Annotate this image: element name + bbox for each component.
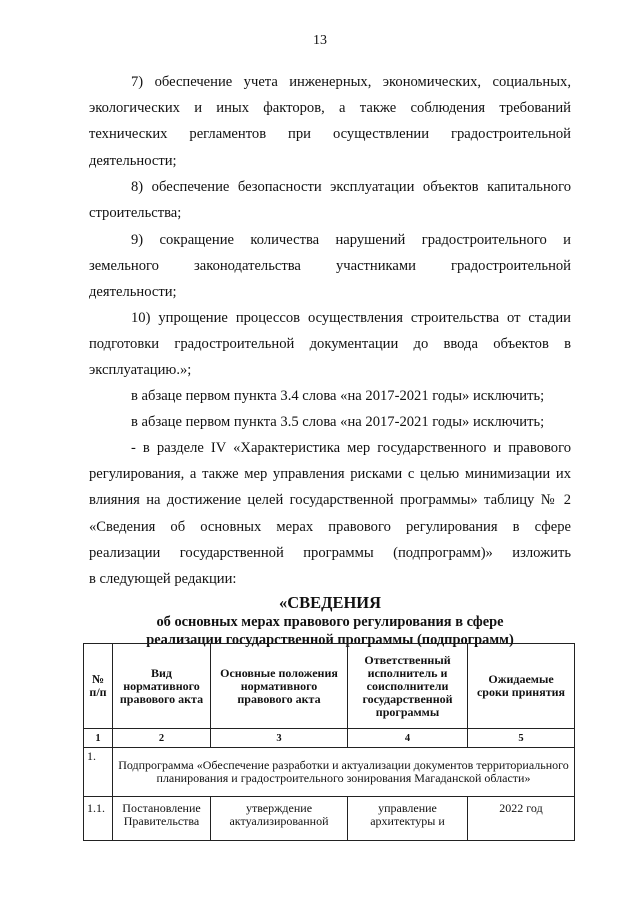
text-line: технических регламентов при осуществлении градостроительной bbox=[89, 126, 571, 143]
paragraph-item-9 bbox=[89, 227, 571, 306]
text-line: - в разделе IV «Характеристика мер государственного и правового bbox=[131, 440, 571, 456]
text-line: земельного законодательства участниками градостроительной bbox=[89, 258, 571, 275]
header-cell-number: № п/п bbox=[84, 644, 113, 729]
paragraph-item-8 bbox=[89, 174, 571, 226]
text-line: реализации государственной программы (подпрограмм)» изложить bbox=[89, 544, 571, 561]
paragraph-item-10 bbox=[89, 305, 571, 384]
subprogram-row bbox=[84, 748, 575, 797]
act-type-cell: Постановление Правительства bbox=[113, 797, 211, 841]
deadline-cell: 2022 год bbox=[468, 797, 575, 841]
header-cell-executor: Ответственный исполнитель и соисполнители государственной программы bbox=[348, 644, 468, 729]
table-row bbox=[84, 797, 575, 841]
table-title-line: реализации государственной программы (подпрограмм) bbox=[146, 632, 514, 648]
text-line: 9) сокращение количества нарушений градостроительного и bbox=[131, 232, 571, 248]
table-title-main: «СВЕДЕНИЯ bbox=[278, 593, 382, 612]
text-line: «Сведения об основных мерах правового регулирования в сфере bbox=[89, 518, 571, 535]
column-number-row bbox=[84, 729, 575, 748]
header-cell-deadline: Ожидаемые сроки принятия bbox=[468, 644, 575, 729]
text-line: эксплуатацию.»; bbox=[89, 362, 192, 379]
text-line: в следующей редакции: bbox=[89, 570, 237, 587]
column-number: 5 bbox=[468, 729, 575, 748]
table-title-line: об основных мерах правового регулирования в сфере bbox=[156, 614, 504, 630]
subprogram-title: Подпрограмма «Обеспечение разработки и актуализации документов территориального планирования и градостроительного зонирования Магаданской области» bbox=[113, 748, 575, 797]
page-number: 13 bbox=[313, 33, 327, 48]
text-line: влияния на достижение целей государственной программы» таблицу № 2 bbox=[89, 492, 571, 509]
header-cell-provisions: Основные положения нормативного правового акта bbox=[211, 644, 348, 729]
text-line: в абзаце первом пункта 3.5 слова «на 2017-2021 годы» исключить; bbox=[131, 414, 545, 430]
section-iv-paragraph bbox=[89, 435, 571, 592]
executor-cell: управление архитектуры и bbox=[348, 797, 468, 841]
text-line: деятельности; bbox=[89, 284, 177, 301]
text-line: 7) обеспечение учета инженерных, экономических, социальных, bbox=[131, 74, 571, 90]
provisions-cell: утверждение актуализированной bbox=[211, 797, 348, 841]
amendment-paragraph-3-4 bbox=[89, 383, 571, 409]
text-line: в абзаце первом пункта 3.4 слова «на 2017-2021 годы» исключить; bbox=[131, 388, 545, 404]
column-number: 4 bbox=[348, 729, 468, 748]
subprogram-number: 1. bbox=[84, 748, 113, 797]
paragraph-item-7 bbox=[89, 69, 571, 174]
column-number: 1 bbox=[84, 729, 113, 748]
column-number: 2 bbox=[113, 729, 211, 748]
legal-measures-table bbox=[83, 643, 575, 841]
text-line: строительства; bbox=[89, 205, 182, 222]
text-line: деятельности; bbox=[89, 152, 177, 169]
table-header-row bbox=[84, 644, 575, 729]
table-title bbox=[89, 593, 571, 649]
text-line: 8) обеспечение безопасности эксплуатации объектов капитального bbox=[131, 179, 571, 195]
header-cell-act-type: Вид нормативного правового акта bbox=[113, 644, 211, 729]
text-line: регулирования, а также мер управления рисками с целью минимизации их bbox=[89, 466, 571, 483]
text-line: 10) упрощение процессов осуществления строительства от стадии bbox=[131, 310, 571, 326]
text-line: подготовки градостроительной документации до ввода объектов в bbox=[89, 336, 571, 353]
amendment-paragraph-3-5 bbox=[89, 409, 571, 435]
row-number: 1.1. bbox=[84, 797, 113, 841]
text-line: экологических и иных факторов, а также соблюдения требований bbox=[89, 100, 571, 117]
column-number: 3 bbox=[211, 729, 348, 748]
